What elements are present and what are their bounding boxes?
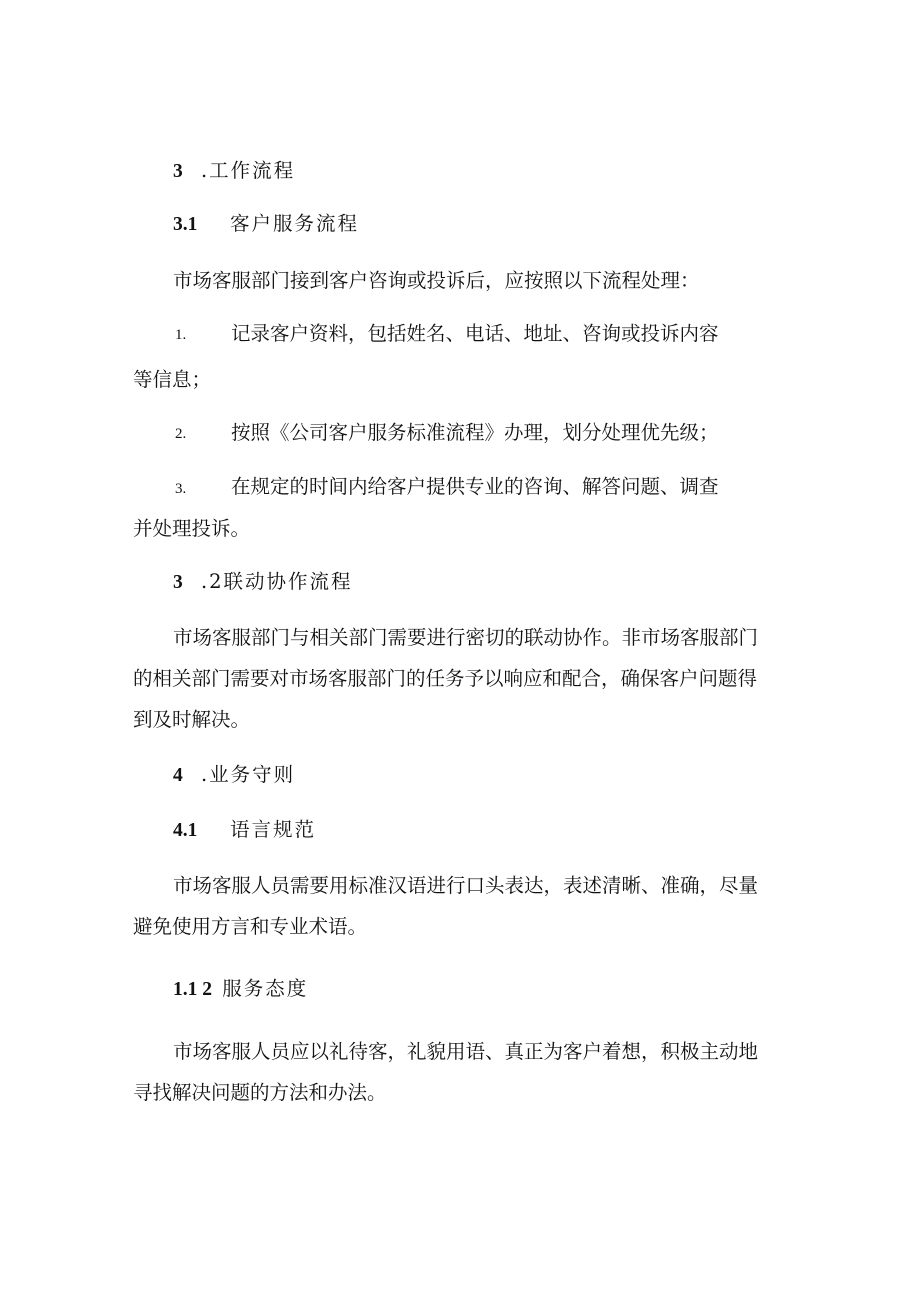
section-number: 4.1	[173, 820, 198, 841]
paragraph-line: 市场客服人员应以礼待客，礼貌用语、真正为客户着想，积极主动地	[173, 1040, 759, 1063]
section-heading-4	[173, 762, 295, 789]
paragraph-line: 市场客服部门与相关部门需要进行密切的联动协作。非市场客服部门	[173, 626, 759, 649]
section-title: .工作流程	[200, 159, 296, 182]
section-number: 1.1 2	[173, 979, 212, 1000]
paragraph-line: 寻找解决问题的方法和办法。	[133, 1081, 387, 1104]
section-title: 服务态度	[222, 977, 309, 1000]
paragraph-line: 市场客服人员需要用标准汉语进行口头表达，表述清晰、准确，尽量	[173, 874, 759, 897]
section-heading-3	[173, 158, 295, 185]
section-title: 语言规范	[230, 818, 317, 841]
section-title: 客户服务流程	[230, 212, 360, 235]
list-number: 2.	[175, 426, 187, 442]
list-number: 1.	[175, 327, 187, 343]
paragraph: 市场客服部门接到客户咨询或投诉后，应按照以下流程处理：	[173, 269, 700, 292]
list-number: 3.	[175, 481, 187, 497]
section-number: 3.1	[173, 214, 198, 235]
section-heading-3-1	[173, 211, 360, 238]
section-number: 4	[173, 765, 183, 786]
paragraph-line: 避免使用方言和专业术语。	[133, 915, 368, 938]
list-item-text: 记录客户资料，包括姓名、电话、地址、咨询或投诉内容	[231, 322, 719, 345]
list-item-text: 等信息；	[133, 368, 212, 391]
list-item-text: 按照《公司客户服务标准流程》办理，划分处理优先级；	[231, 421, 719, 444]
section-heading-4-2	[173, 976, 308, 1003]
section-heading-4-1	[173, 817, 317, 844]
section-title: .2联动协作流程	[200, 570, 353, 593]
paragraph-line: 的相关部门需要对市场客服部门的任务予以响应和配合，确保客户问题得	[133, 667, 758, 690]
section-title: .业务守则	[200, 763, 296, 786]
list-item-text: 在规定的时间内给客户提供专业的咨询、解答问题、调查	[231, 475, 719, 498]
section-heading-3-2	[173, 569, 353, 596]
section-number: 3	[173, 572, 183, 593]
paragraph-line: 到及时解决。	[133, 708, 251, 731]
section-number: 3	[173, 161, 183, 182]
list-item-text: 并处理投诉。	[133, 517, 251, 540]
